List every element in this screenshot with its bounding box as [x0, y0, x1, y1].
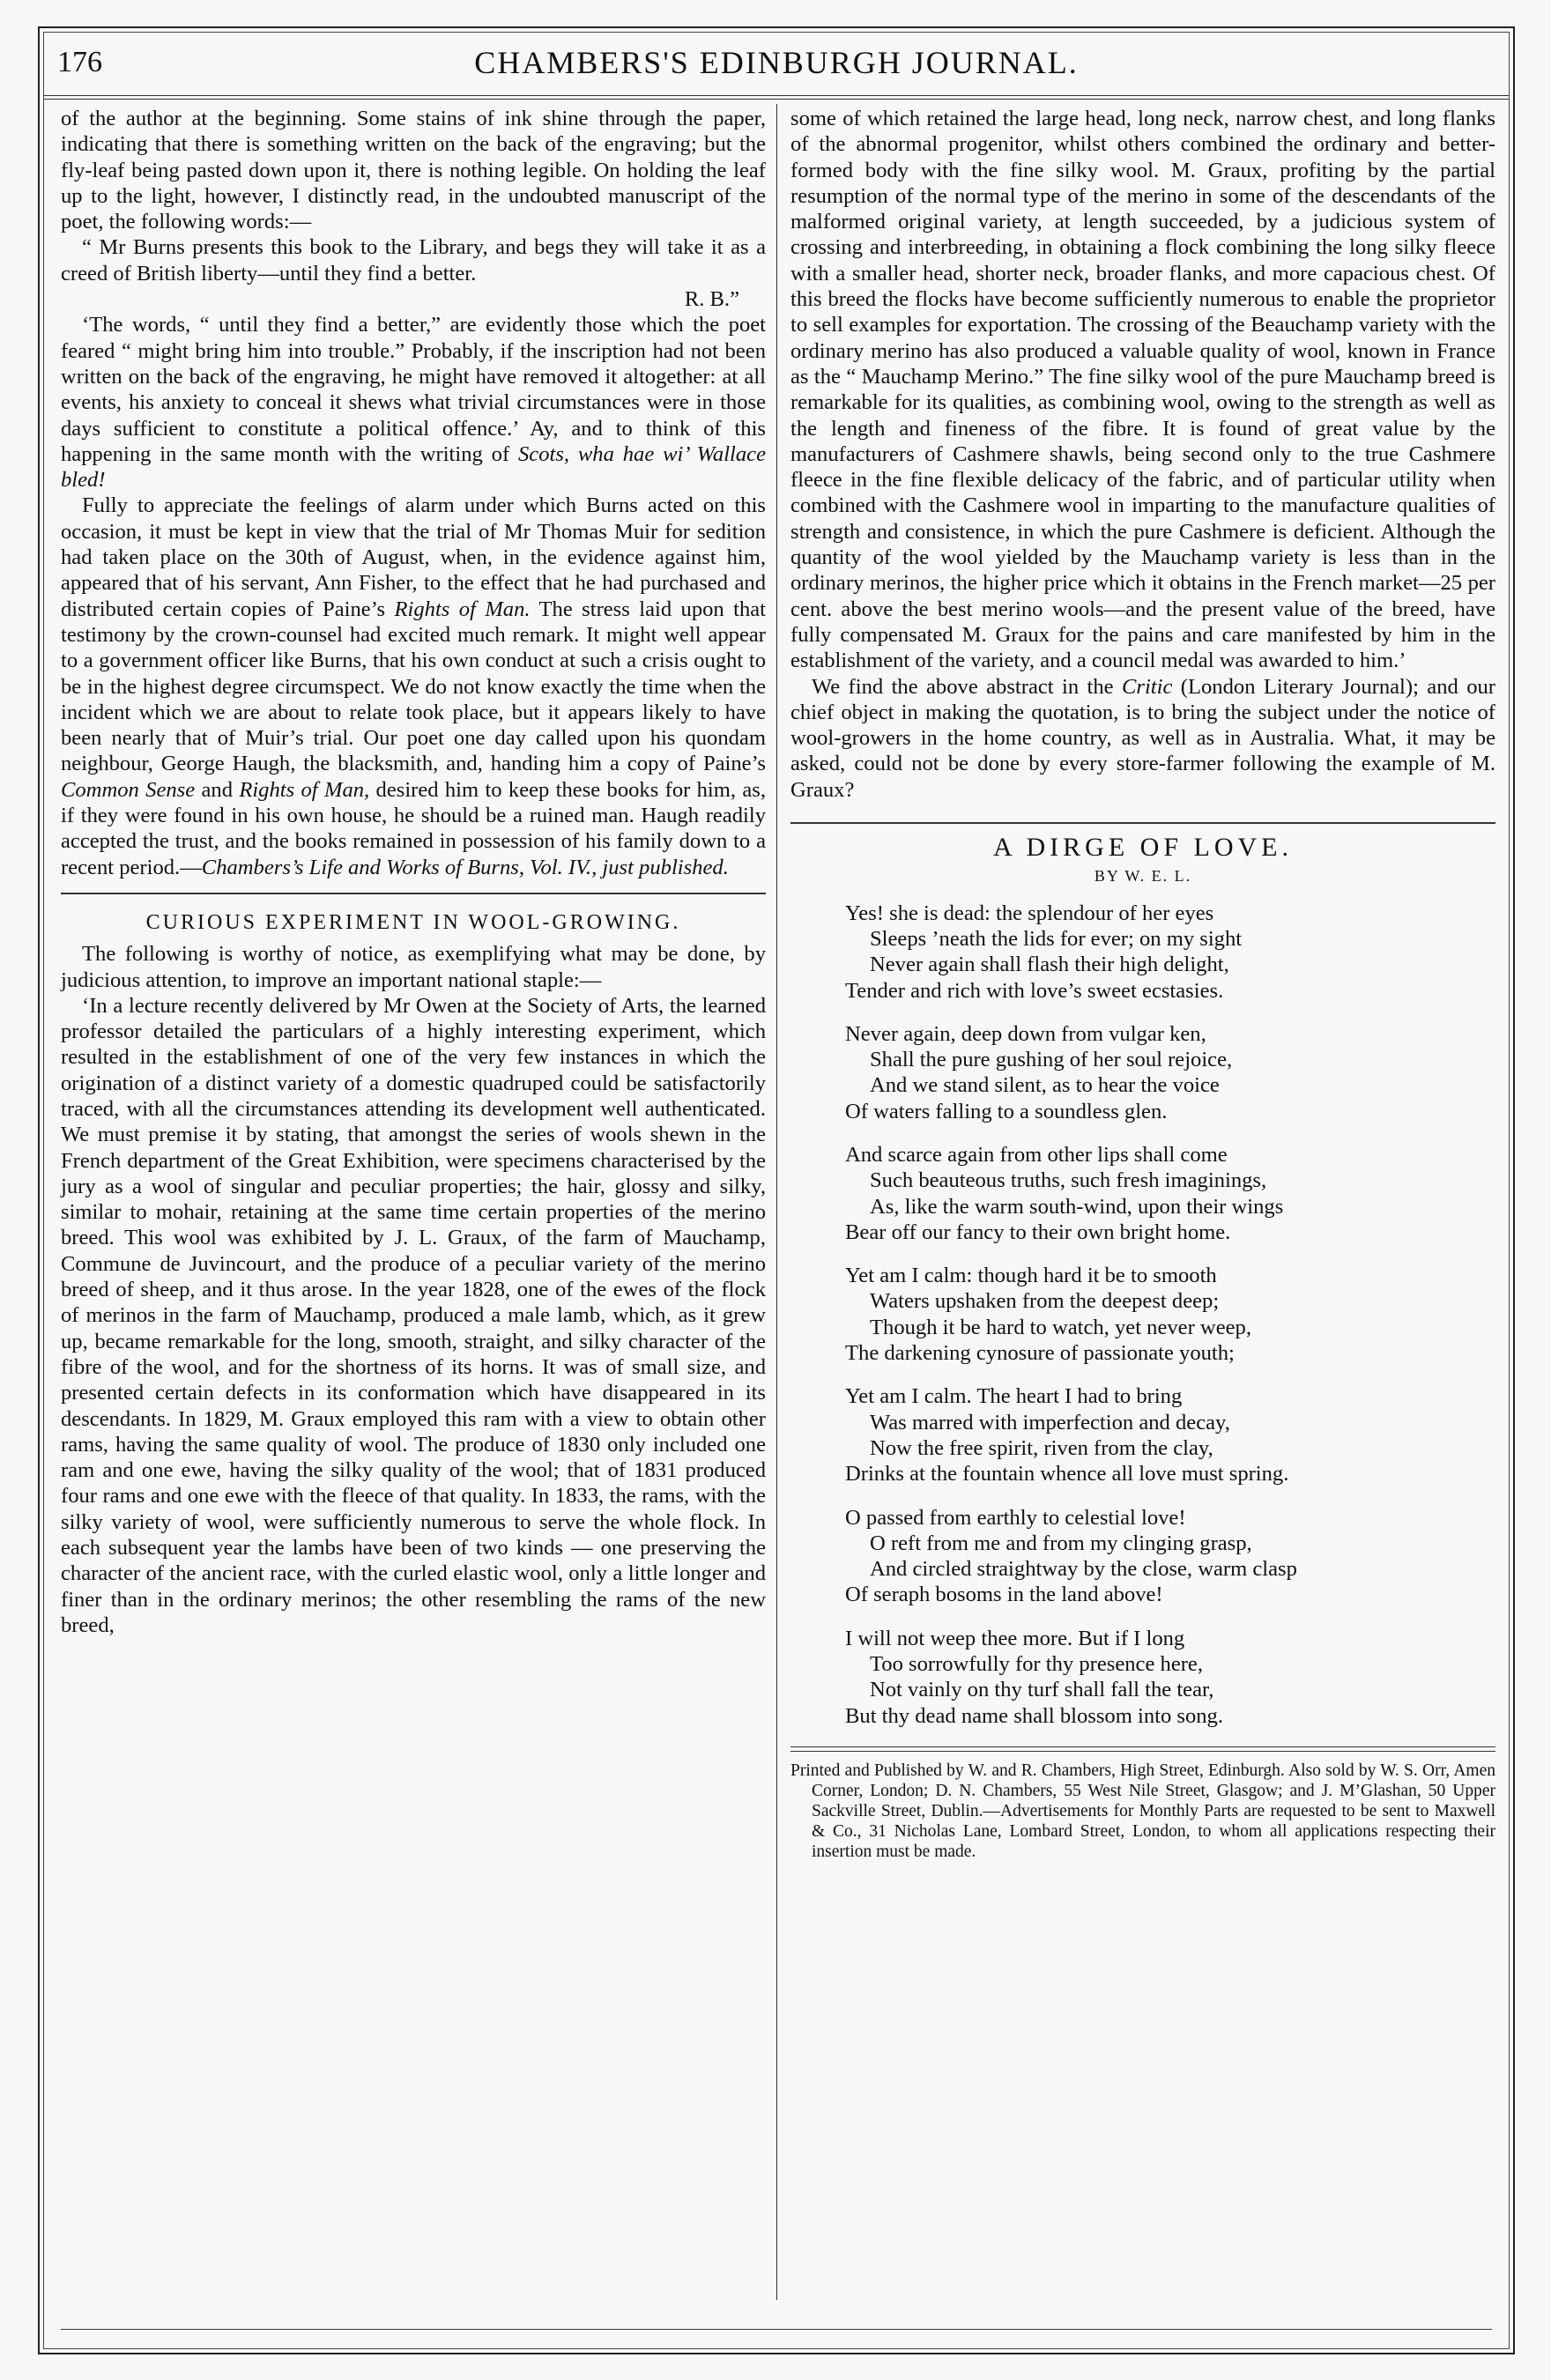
- bottom-rule: [61, 2329, 1492, 2330]
- imprint-rule: [790, 1746, 1495, 1752]
- wool-paragraph-continued: some of which retained the large head, long neck, narrow chest, and long flanks of the abnormal progenitor, whilst others combined the ordinary and better-formed body with the fine silky wool. M. Graux, profiting by the partial resumption of the normal type of the merino in some of the descendants of the malformed original variety, at length succeeded, by a judicious system of crossing and interbreeding, in obtaining a flock combining the long silky fleece with a smaller head, shorter neck, broader flanks, and more capacious chest. Of this breed the flocks have become sufficiently numerous to enable the proprietor to sell examples for exportation. The crossing of the Beauchamp variety with the ordinary merino has also produced a valuable quality of wool, known in France as the “ Mauchamp Merino.” The fine silky wool of the pure Mauchamp breed is remarkable for its qualities, as combining wool, owing to the strength as well as the length and fineness of the fibre. It is found of great value by the manufacturers of Cashmere shawls, being second only to the true Cashmere fleece in the fine flexible delicacy of the fabric, and of particular utility when combined with the Cashmere wool in imparting to the manufacture qualities of strength and consistence, in which the pure Cashmere is deficient. Although the quantity of the wool yielded by the Mauchamp variety is less than in the ordinary merinos, the higher price which it obtains in the French market—25 per cent. above the best merino wools—and the present value of the breed, have fully compensated M. Graux for the pains and care manifested by him in the establishment of the variety, and a council medal was awarded to him.’: [790, 107, 1495, 673]
- imprint-text: Printed and Published by W. and R. Chambers, High Street, Edinburgh. Also sold by W. S. Orr, Amen Corner, London; D. N. Chambers, 55 West Nile Street, Glasgow; and J. M’Glashan, 50 Upper Sackville Street, Dublin.—Advertisements for Monthly Parts are requested to be sent to Maxwell & Co., 31 Nicholas Lane, Lombard Street, London, to whom all applications respecting their insertion must be made.: [790, 1761, 1495, 1861]
- poem-line: As, like the warm south-wind, upon their wings: [870, 1194, 1284, 1219]
- printer-imprint: [790, 1761, 1495, 1862]
- poem-line: Not vainly on thy turf shall fall the tear,: [870, 1678, 1214, 1702]
- header-rule: [44, 95, 1509, 100]
- poem-stanza: [845, 1383, 1495, 1487]
- poem-stanza: [845, 1263, 1495, 1366]
- poem-line: And circled straightway by the close, warm clasp: [870, 1557, 1297, 1582]
- rights-of-man-title: Rights of Man.: [394, 597, 531, 621]
- wool-article-title: CURIOUS EXPERIMENT IN WOOL-GROWING.: [145, 910, 681, 934]
- rights-of-man-title: Rights of Man,: [239, 777, 370, 802]
- poem: [845, 901, 1495, 1729]
- poem-line: And scarce again from other lips shall come: [845, 1142, 1228, 1167]
- poem-line: Of seraph bosoms in the land above!: [845, 1583, 1163, 1607]
- burns-text: Fully to appreciate the feelings of alarm under which Burns acted on this occasion, it must be kept in view that the trial of Mr Thomas Muir for sedition had taken place on the 30th of August, when, in the evidence against him, appeared that of his servant, Ann Fisher, to the effect that he had purchased and distributed certain copies of Paine’s: [61, 493, 766, 621]
- burns-signature: R. B.”: [684, 287, 739, 312]
- journal-page: [38, 26, 1515, 2354]
- poem-line: Drinks at the fountain whence all love must spring.: [845, 1462, 1289, 1487]
- poem-line: Too sorrowfully for thy presence here,: [870, 1652, 1203, 1677]
- poem-line: Never again shall flash their high delight,: [870, 953, 1229, 977]
- poem-stanza: [845, 1021, 1495, 1124]
- poem-line: Of waters falling to a soundless glen.: [845, 1099, 1168, 1123]
- journal-title: CHAMBERS'S EDINBURGH JOURNAL.: [474, 45, 1079, 80]
- poem-title: A DIRGE OF LOVE.: [993, 833, 1293, 863]
- poem-line: Though it be hard to watch, yet never weep,: [870, 1315, 1251, 1339]
- poem-line: Now the free spirit, riven from the clay,: [870, 1435, 1213, 1460]
- burns-source-citation: Chambers’s Life and Works of Burns, Vol. IV., just published.: [201, 855, 729, 879]
- column-divider: [776, 104, 777, 2300]
- burns-text: The stress laid upon that testimony by the crown-counsel had excited much remark. It might well appear to a government officer like Burns, that his own conduct at such a crisis ought to be in the highest degree circumspect. We do not know exactly the time when the incident which we are about to relate took place, but it appears likely to have been nearly that of Muir’s trial. Our poet one day called upon his quondam neighbour, George Haugh, the blacksmith, and, handing him a copy of Paine’s: [61, 597, 767, 776]
- burns-text: desired him to keep these books for him, as, if they were found in his own house, he should be a ruined man. Haugh readily accepted the trust, and the books remained in possession of his family down to a recent period.—: [61, 777, 767, 879]
- poem-line: Bear off our fancy to their own bright home.: [845, 1220, 1231, 1244]
- burns-text: ‘The words, “ until they find a better,” are evidently those which the poet feared “ might bring him into trouble.” Probably, if the inscription had not been written on the back of the engraving, he might have removed it altogether: at all events, his anxiety to conceal it shews what trivial circumstances were in those days sufficient to constitute a political offence.’ Ay, and to think of this happening in the same month with the writing of: [61, 313, 766, 466]
- poem-line: Shall the pure gushing of her soul rejoice,: [870, 1048, 1233, 1072]
- poem-line: Sleeps ’neath the lids for ever; on my sight: [870, 926, 1243, 951]
- poem-line: Never again, deep down from vulgar ken,: [845, 1021, 1206, 1046]
- page-header: [57, 35, 1495, 90]
- poem-stanza: [845, 1142, 1495, 1245]
- burns-inscription: “ Mr Burns presents this book to the Library, and begs they will take it as a creed of British liberty—until they find a better.: [61, 235, 766, 285]
- poem-stanza: [845, 1505, 1495, 1608]
- critic-paragraph: [790, 674, 1495, 803]
- burns-paragraph: [61, 493, 766, 879]
- poem-stanza: [845, 901, 1495, 1004]
- wool-paragraph: The following is worthy of notice, as exemplifying what may be done, by judicious attention, to improve an important national staple:—: [61, 942, 766, 992]
- burns-paragraph: [61, 312, 766, 493]
- right-column: [790, 106, 1495, 1862]
- burns-text: and: [195, 777, 240, 802]
- poem-line: O passed from earthly to celestial love!: [845, 1505, 1186, 1530]
- section-rule: [790, 822, 1495, 824]
- poem-line: And we stand silent, as to hear the voice: [870, 1073, 1220, 1098]
- poem-line: Yes! she is dead: the splendour of her eyes: [845, 901, 1214, 925]
- critic-journal-title: Critic: [1122, 674, 1173, 699]
- common-sense-title: Common Sense: [61, 777, 196, 802]
- page-number: 176: [57, 46, 102, 78]
- poem-line: Was marred with imperfection and decay,: [870, 1410, 1230, 1435]
- wool-paragraph: ‘In a lecture recently delivered by Mr Owen at the Society of Arts, the learned professor detailed the particulars of a highly interesting experiment, which resulted in the establishment of one of the very few instances in which the origination of a distinct variety of a domestic quadruped could be satisfactorily traced, with all the circumstances attending its development well authenticated. We must premise it by stating, that amongst the series of wools shewn in the French department of the Great Exhibition, were specimens characterised by the jury as a wool of singular and peculiar properties; the hair, glossy and silky, similar to mohair, retaining at the same time certain properties of the merino breed. This wool was exhibited by J. L. Graux, of the farm of Mauchamp, Commune de Juvincourt, and the produce of a peculiar variety of the merino breed of sheep, and it thus arose. In the year 1828, one of the ewes of the flock of merinos in the farm of Mauchamp, produced a male lamb, which, as it grew up, became remarkable for the long, smooth, straight, and silky character of the fibre of the wool, and for the shortness of its horns. It was of small size, and presented certain defects in its conformation which have disappeared in its descendants. In 1829, M. Graux employed this ram with a view to obtain other rams, having the same quality of wool. The produce of 1830 only included one ram and one ewe, having the silky quality of the wool; that of 1831 produced four rams and one ewe with the fleece of that quality. In 1833, the rams, with the silky variety of wool, were sufficiently numerous to serve the whole flock. In each subsequent year the lambs have been of two kinds — one preserving the character of the ancient race, with the curled elastic wool, only a little longer and finer than in the ordinary merinos; the other resembling the rams of the new breed,: [61, 993, 766, 1637]
- burns-paragraph: of the author at the beginning. Some stains of ink shine through the paper, indicating that there is something written on the back of the engraving; but the fly-leaf being pasted down upon it, there is nothing legible. On holding the leaf up to the light, however, I distinctly read, in the undoubted manuscript of the poet, the following words:—: [61, 107, 766, 234]
- poem-line: Waters upshaken from the deepest deep;: [870, 1289, 1220, 1314]
- poem-line: O reft from me and from my clinging grasp,: [870, 1531, 1252, 1555]
- poem-line: Yet am I calm: though hard it be to smooth: [845, 1264, 1217, 1288]
- poem-line: The darkening cynosure of passionate youth;: [845, 1341, 1235, 1366]
- section-rule: [61, 893, 766, 894]
- poem-line: But thy dead name shall blossom into song.: [845, 1703, 1223, 1728]
- scots-wha-hae-title: Scots, wha hae wi’ Wallace bled!: [61, 441, 766, 493]
- poem-line: Such beauteous truths, such fresh imaginings,: [870, 1168, 1267, 1193]
- left-column: [61, 106, 766, 1638]
- poem-line: I will not weep thee more. But if I long: [845, 1626, 1185, 1650]
- critic-text: We find the above abstract in the: [812, 674, 1122, 699]
- poem-line: Tender and rich with love’s sweet ecstasies.: [845, 978, 1224, 1003]
- poem-byline: BY W. E. L.: [1094, 867, 1192, 886]
- poem-line: Yet am I calm. The heart I had to bring: [845, 1384, 1183, 1409]
- poem-stanza: [845, 1626, 1495, 1729]
- critic-text: (London Literary Journal); and our chief object in making the quotation, is to bring the subject under the notice of wool-growers in the home country, as well as in Australia. What, it may be asked, could not be done by every store-farmer following the example of M. Graux?: [790, 674, 1496, 802]
